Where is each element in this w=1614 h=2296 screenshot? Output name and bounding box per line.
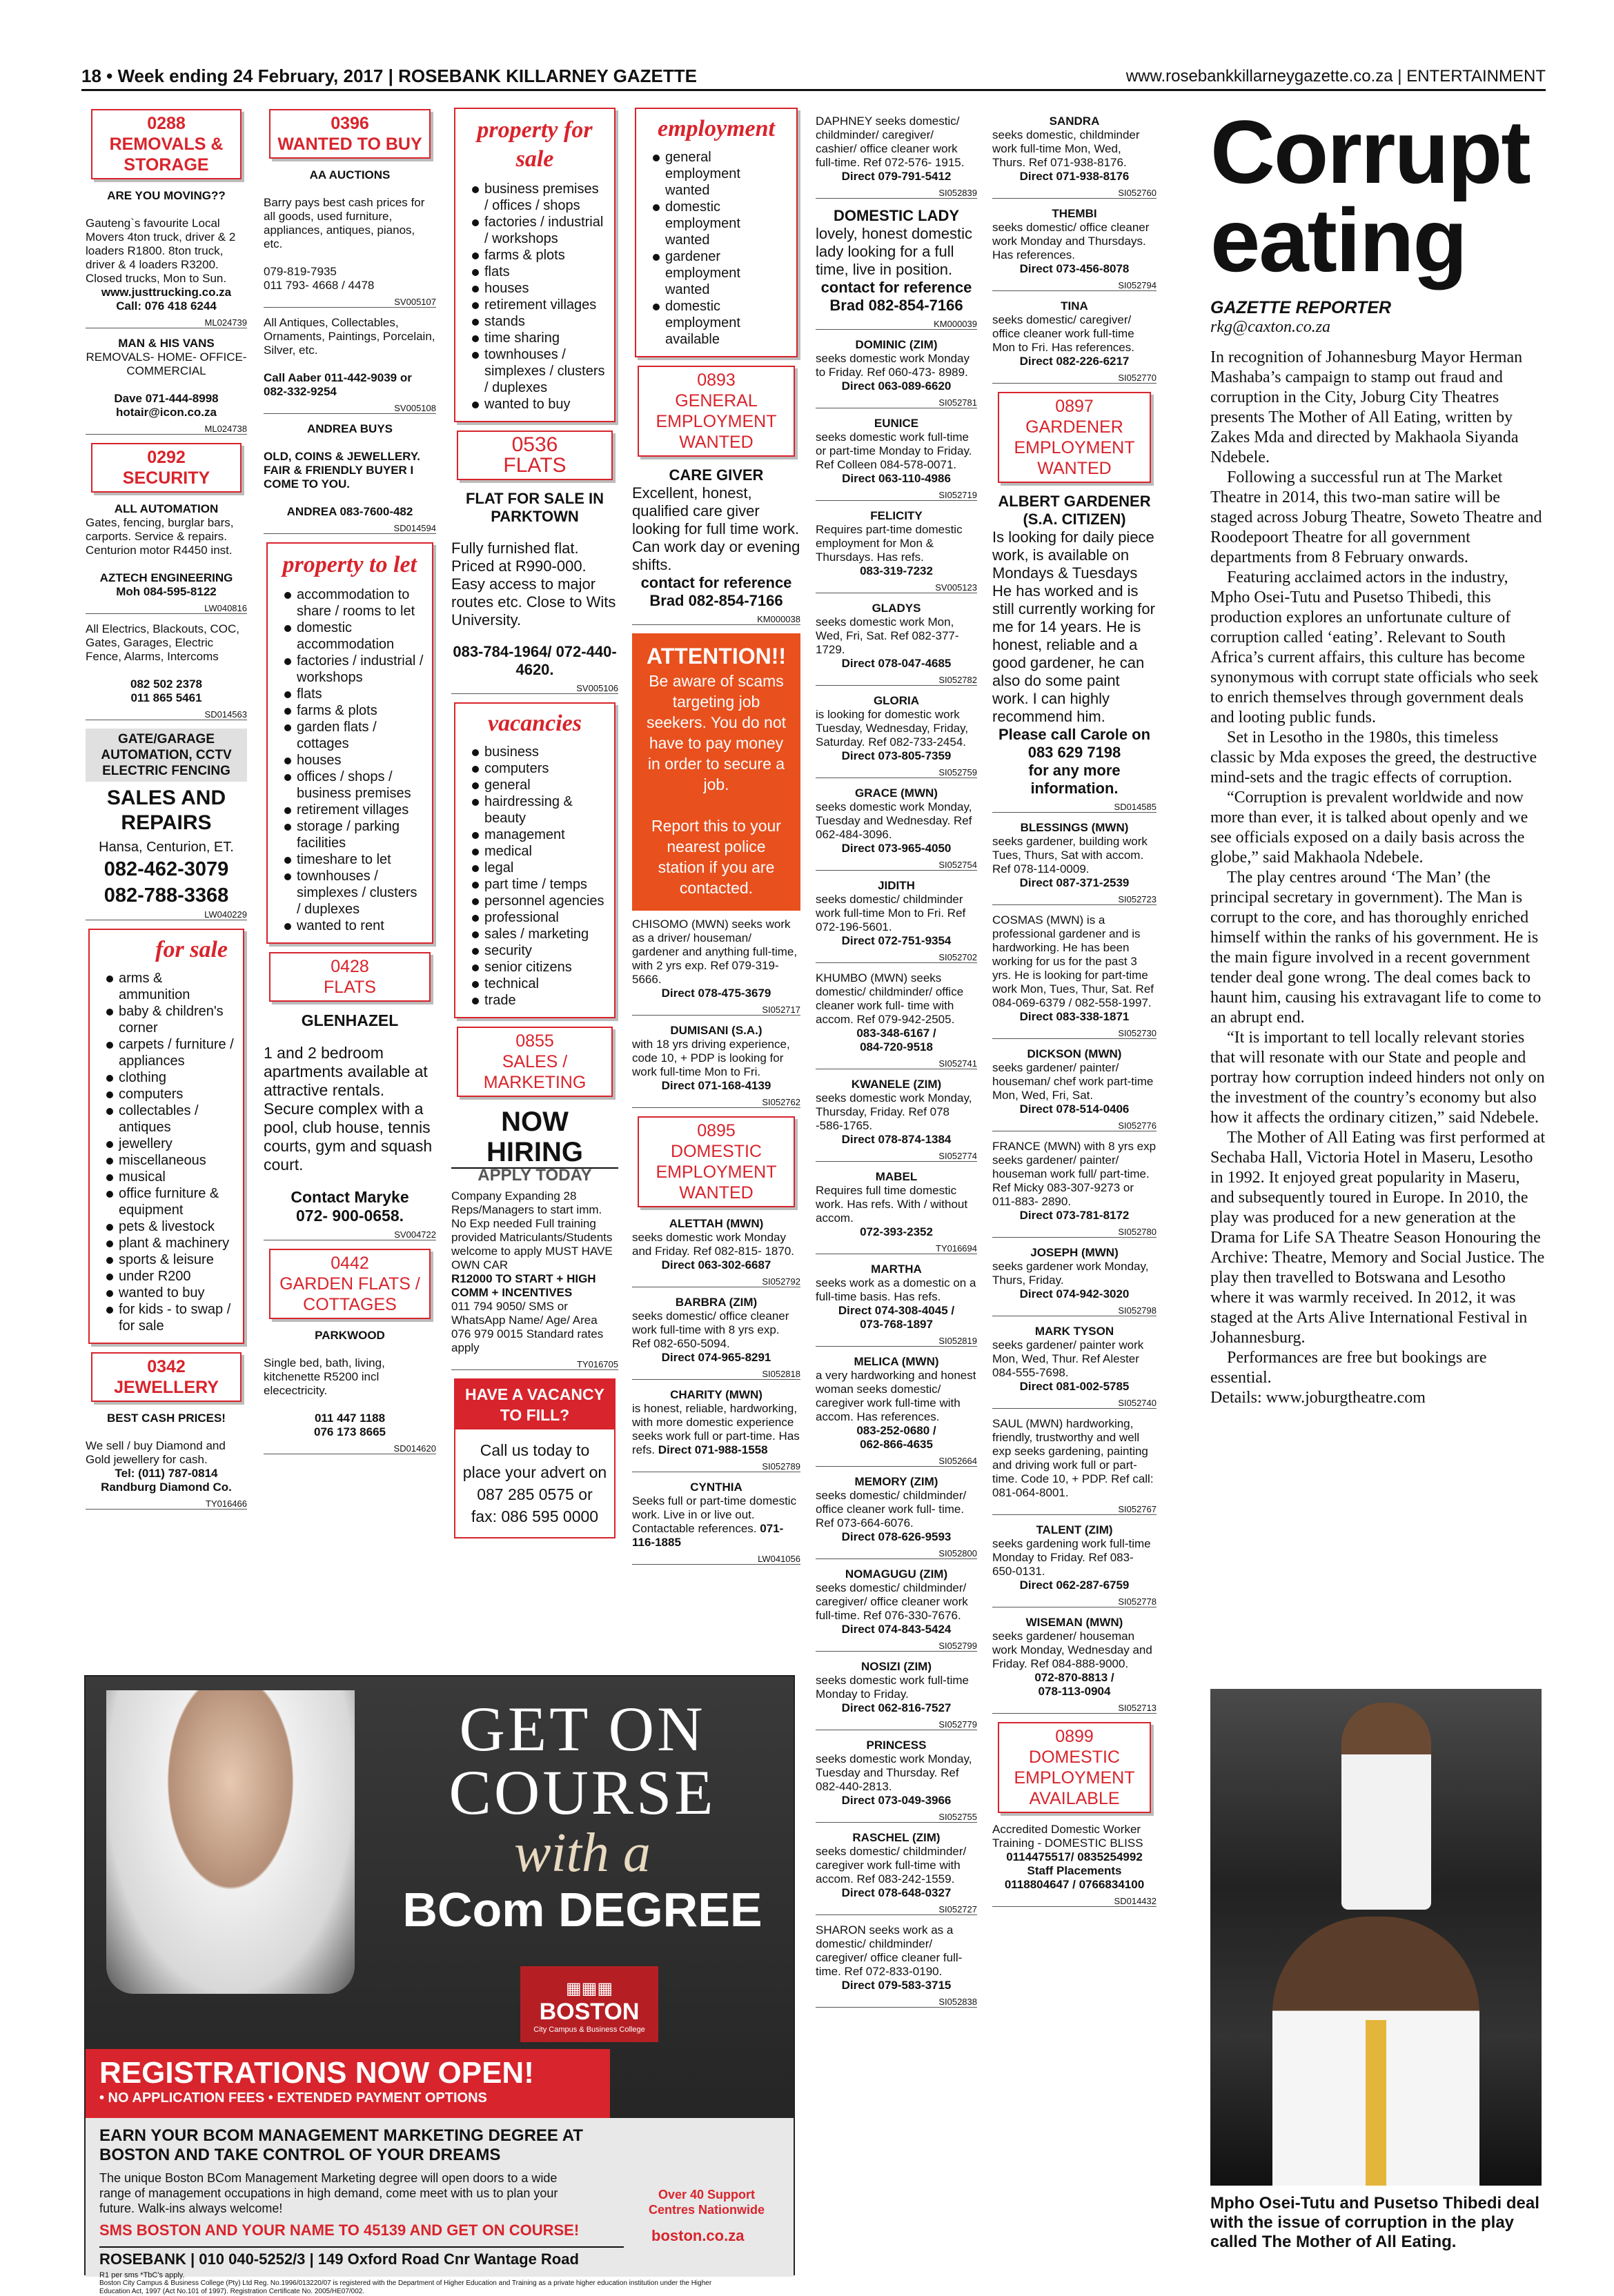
- classified-ad: AA AUCTIONS Barry pays best cash prices for all goods, used furniture, appliances, antiques, pianos, etc. 079-819-7935 011 793- 4668 / 4478: [264, 168, 425, 292]
- classified-ad: CHARITY (MWN) is honest, reliable, hardworking, with more domestic experience seeks work full or part-time. Has refs. Direct 071-988-1558: [632, 1388, 800, 1456]
- ad-ref: SI052770: [992, 373, 1157, 384]
- list-item: computers: [472, 760, 606, 777]
- ad-ref: SI052741: [816, 1058, 977, 1069]
- list-item: farms & plots: [472, 247, 606, 264]
- property-to-let-heading: property to let: [282, 552, 417, 577]
- list-item: wanted to buy: [472, 396, 606, 413]
- for-sale-list: [91, 970, 242, 1341]
- classified-ad: All Electrics, Blackouts, COC, Gates, Garages, Electric Fence, Alarms, Intercoms 082 502 2378 011 865 5461: [86, 622, 239, 704]
- ad-ref: SI052839: [816, 188, 977, 199]
- classified-ad: BEST CASH PRICES! We sell / buy Diamond and Gold jewellery for cash. Tel: (011) 787-0814 Randburg Diamond Co.: [86, 1412, 232, 1494]
- list-item: general employment wanted: [653, 149, 788, 199]
- ad-ref: TY016694: [816, 1243, 977, 1254]
- classified-ad: MARTHA seeks work as a domestic on a full-time basis. Has refs. Direct 074-308-4045 / 073-768-1897: [816, 1263, 976, 1331]
- attention-scam-notice: ATTENTION!! Be aware of scams targeting job seekers. You do not have to pay money in order to secure a job. Report this to your nearest police station if you are contacted.: [632, 633, 800, 911]
- ad-ref: SI052713: [992, 1703, 1157, 1714]
- ad-ref: SI052760: [992, 188, 1157, 199]
- employment-list: [638, 149, 795, 355]
- list-item: sales / marketing: [472, 926, 606, 942]
- classified-ad: TINA seeks domestic/ caregiver/ office cleaner work full-time Mon to Fri. Has references. Direct 082-226-6217: [992, 299, 1134, 368]
- list-item: retirement villages: [472, 297, 606, 313]
- tie: [1366, 2020, 1386, 2186]
- classified-ad: BARBRA (ZIM) seeks domestic/ office cleaner work full-time with 8 yrs exp. Ref 082-650-5094. Direct 074-965-8291: [632, 1296, 789, 1364]
- ad-ref: ML024739: [86, 317, 247, 328]
- ad-ref: KM000038: [632, 614, 800, 625]
- section-tag: 0897 GARDENER EMPLOYMENT WANTED: [998, 392, 1151, 483]
- article: [1210, 101, 1546, 1408]
- employment-heading: employment: [658, 116, 775, 141]
- ad-ref: LW040229: [86, 909, 247, 920]
- classified-ad: CHISOMO (MWN) seeks work as a driver/ houseman/ gardener and anything full-time, with 2 yrs exp. Ref 079-319-5666. Direct 078-475-3679: [632, 918, 798, 1000]
- vacancy-fill-ad: HAVE A VACANCY TO FILL? Call us today to place your advert on 087 285 0575 or fax: 086 595 0000: [454, 1378, 616, 1538]
- ad-ref: TY016466: [86, 1498, 247, 1510]
- ad-ref: LW041056: [632, 1554, 800, 1565]
- column-1: [81, 103, 251, 1518]
- ad-ref: SI052778: [992, 1596, 1157, 1607]
- byline-email: rkg@caxton.co.za: [1210, 318, 1331, 336]
- classified-ad: JIDITH seeks domestic/ childminder work full-time Mon to Fri. Ref 072-196-5601. Direct 072-751-9354: [816, 879, 966, 947]
- for-sale-heading: for sale: [155, 937, 228, 962]
- classified-ad: THEMBI seeks domestic/ office cleaner work Monday and Thursdays. Has references. Direct 073-456-8078: [992, 207, 1150, 275]
- gate-automation-ad: GATE/GARAGE AUTOMATION, CCTV ELECTRIC FENCING SALES AND REPAIRS Hansa, Centurion, ET. 082-462-3079 082-788-3368: [86, 729, 247, 908]
- classified-ad: DOMESTIC LADY lovely, honest domestic lady looking for a full time, live in position. contact for reference Brad 082-854-7166: [816, 207, 973, 314]
- section-tag: 0899 DOMESTIC EMPLOYMENT AVAILABLE: [998, 1722, 1151, 1813]
- classified-ad: DICKSON (MWN) seeks gardener/ painter/ houseman/ chef work part-time Mon, Wed, Fri, Sat. Direct 078-514-0406: [992, 1047, 1154, 1116]
- vacancies-list: [457, 744, 613, 1016]
- hiring-ad: NOW HIRING APPLY TODAY Company Expanding 28 Reps/Managers to start imm. No Exp needed Full training provided Matriculants/Students welcome to apply MUST HAVE OWN CAR R12000 TO START + HIGH COMM + INCENTIVES 011 794 9050/ SMS or WhatsApp Name/ Age/ Area 076 979 0015 Standard rates apply: [451, 1107, 618, 1355]
- classified-ad: NOMAGUGU (ZIM) seeks domestic/ childminder/ caregiver/ office cleaner work full-time. Ref 076-330-7676. Direct 074-843-5424: [816, 1567, 968, 1636]
- support-centres: Over 40 Support Centres Nationwide: [648, 2188, 765, 2217]
- classified-ad: ANDREA BUYS OLD, COINS & JEWELLERY. FAIR & FRIENDLY BUYER I COME TO YOU. ANDREA 083-7600-482: [264, 422, 421, 518]
- ad-body: EARN YOUR BCOM MANAGEMENT MARKETING DEGREE AT BOSTON AND TAKE CONTROL OF YOUR DREAMS The unique Boston BCom Management Marketing degree will open doors to a wide range of management occupations in high demand, come meet with us to plan your future. Walk-ins always welcome! SMS BOSTON AND YOUR NAME TO 45139 AND GET ON COURSE! ROSEBANK | 010 040-5252/3 | 149 Oxford Road Cnr Wantage Road R1 per sms *TbC's apply. Boston City Campus & Business College (Pty) Ltd Reg. No.1996/013220/07 is registered with the Department of Higher Education and Training as a private higher education institution under the Higher Education Act, 1997 (Act No.101 of 1997). Registration Certificate No. 2005/HE07/002.: [86, 2118, 794, 2277]
- list-item: timeshare to let: [284, 851, 424, 868]
- ad-ref: SI052792: [632, 1276, 800, 1287]
- classified-ad: ALETTAH (MWN) seeks domestic work Monday and Friday. Ref 082-815- 1870. Direct 063-302-6687: [632, 1217, 794, 1271]
- section-tag-0288: 0288 REMOVALS & STORAGE: [91, 109, 242, 179]
- list-item: collectables / antiques: [106, 1102, 235, 1136]
- section-tag-0442: 0442 GARDEN FLATS / COTTAGES: [269, 1249, 431, 1319]
- ad-ref: SI052767: [992, 1504, 1157, 1515]
- column-5: [811, 115, 981, 2016]
- classified-ad: All Antiques, Collectables, Ornaments, Paintings, Porcelain, Silver, etc. Call Aaber 011-442-9039 or 082-332-9254: [264, 316, 435, 398]
- ad-ref: SI052717: [632, 1004, 800, 1016]
- classified-ad: ARE YOU MOVING?? Gauteng`s favourite Local Movers 4ton truck, driver & 2 loaders R1800. 8ton truck, driver & 4 loaders R3200. Closed trucks, Mon to Sun. www.justtrucking.co.za Call: 076 418 6244: [86, 189, 236, 313]
- header-left: 18 • Week ending 24 February, 2017 | ROSEBANK KILLARNEY GAZETTE: [81, 66, 697, 86]
- column-2: [259, 103, 440, 1463]
- ad-ref: ML024738: [86, 424, 247, 435]
- ad-ref: SD014594: [264, 523, 436, 534]
- ad-ref: SI052755: [816, 1812, 977, 1823]
- list-item: domestic employment available: [653, 298, 788, 348]
- list-item: wanted to buy: [106, 1285, 235, 1301]
- list-item: miscellaneous: [106, 1152, 235, 1169]
- vacancies-heading: vacancies: [488, 711, 582, 736]
- property-to-let-list: [269, 586, 431, 941]
- classified-ad: GLENHAZEL 1 and 2 bedroom apartments available at attractive rentals. Secure complex with a pool, club house, tennis courts, gym and squash court. Contact Maryke 072- 900-0658.: [264, 1011, 433, 1225]
- ad-ref: SI052782: [816, 675, 977, 686]
- list-item: business: [472, 744, 606, 760]
- classified-ad: JOSEPH (MWN) seeks gardener work Monday, Thurs, Friday. Direct 074-942-3020: [992, 1246, 1149, 1300]
- ad-ref: KM000039: [816, 319, 977, 330]
- ad-ref: SI052723: [992, 894, 1157, 905]
- classified-ad: MARK TYSON seeks gardener/ painter work Mon, Wed, Thur. Ref Alester 084-555-7698. Direct 081-002-5785: [992, 1325, 1144, 1393]
- ad-ref: SV004722: [264, 1229, 436, 1240]
- article-photo: [1210, 1689, 1542, 2186]
- list-item: accommodation to share / rooms to let: [284, 586, 424, 620]
- list-item: flats: [284, 686, 424, 702]
- ad-headline: GET ON COURSE with a BCom DEGREE: [402, 1694, 762, 1937]
- ad-ref: SI052819: [816, 1336, 977, 1347]
- list-item: garden flats / cottages: [284, 719, 424, 752]
- ad-ref: SI052789: [632, 1461, 800, 1472]
- classified-ad: CYNTHIA Seeks full or part-time domestic work. Live in or live out. Contactable references. 071-116-1885: [632, 1481, 797, 1549]
- classified-ad: EUNICE seeks domestic work full-time or part-time Monday to Friday. Ref Colleen 084-578-0071. Direct 063-110-4986: [816, 417, 972, 485]
- ad-ref: SI052794: [992, 280, 1157, 291]
- classified-ad: ALL AUTOMATION Gates, fencing, burglar bars, carports. Service & repairs. Centurion motor R4450 inst. AZTECH ENGINEERING Moh 084-595-8122: [86, 502, 234, 598]
- ad-ref: SI052798: [992, 1305, 1157, 1316]
- classified-ad: MABEL Requires full time domestic work. Has refs. With / without accom. 072-393-2352: [816, 1170, 968, 1238]
- ad-ref: LW040816: [86, 603, 247, 614]
- classified-ad: MELICA (MWN) a very hardworking and honest woman seeks domestic/ caregiver work full-time with accom. Has references. 083-252-0680 / 062-866-4635: [816, 1355, 976, 1451]
- list-item: jewellery: [106, 1136, 235, 1152]
- list-item: plant & machinery: [106, 1235, 235, 1251]
- classified-ad: KHUMBO (MWN) seeks domestic/ childminder/ office cleaner work full- time with accom. Ref 079-942-2505. 083-348-6167 / 084-720-9518: [816, 971, 964, 1053]
- classified-ad: SAUL (MWN) hardworking, friendly, trustworthy and well exp seeks gardening, painting and driving work full or part- time. Code 10, + PDP. Ref call: 081-064-8001.: [992, 1417, 1154, 1499]
- section-tag-0893: 0893 GENERAL EMPLOYMENT WANTED: [638, 366, 795, 457]
- vacancies-index: [454, 702, 616, 1018]
- ad-ref: SI052800: [816, 1548, 977, 1559]
- ad-ref: SV005123: [816, 582, 977, 593]
- classified-ad: GRACE (MWN) seeks domestic work Monday, Tuesday and Wednesday. Ref 062-484-3096. Direct 073-965-4050: [816, 786, 972, 855]
- classified-ad: DAPHNEY seeks domestic/ childminder/ caregiver/ cashier/ office cleaner work full-time. Ref 072-576- 1915. Direct 079-791-5412: [816, 115, 965, 183]
- classified-ad: SHARON seeks work as a domestic/ childminder/ caregiver/ office cleaner full-time. Ref 072-833-0190. Direct 079-583-3715: [816, 1923, 963, 1992]
- list-item: hairdressing & beauty: [472, 793, 606, 827]
- ad-ref: SI052781: [816, 397, 977, 408]
- classified-ad: WISEMAN (MWN) seeks gardener/ houseman work Monday, Wednesday and Friday. Ref 084-888-9000. 072-870-8813 / 078-113-0904: [992, 1616, 1152, 1698]
- list-item: business premises / offices / shops: [472, 181, 606, 214]
- list-item: security: [472, 942, 606, 959]
- classified-ad: GLORIA is looking for domestic work Tuesday, Wednesday, Friday, Saturday. Ref 082-733-2454. Direct 073-805-7359: [816, 694, 969, 762]
- classified-ad: FELICITY Requires part-time domestic employment for Mon & Thursdays. Has refs. 083-319-7232: [816, 509, 963, 577]
- ad-ref: SI052780: [992, 1227, 1157, 1238]
- classified-ad: TALENT (ZIM) seeks gardening work full-time Monday to Friday. Ref 083-650-0131. Direct 062-287-6759: [992, 1523, 1151, 1592]
- list-item: personnel agencies: [472, 893, 606, 909]
- column-6: [988, 115, 1161, 1915]
- ad-ref: SI052838: [816, 1997, 977, 2008]
- section-tag-0342: 0342 JEWELLERY: [91, 1352, 242, 1402]
- list-item: townhouses / simplexes / clusters / duplexes: [472, 346, 606, 396]
- page-header: [81, 63, 1546, 91]
- ad-ref: TY016705: [451, 1359, 618, 1370]
- classified-ad: MEMORY (ZIM) seeks domestic/ childminder/ office cleaner work full- time. Ref 073-664-6076. Direct 078-626-9593: [816, 1475, 967, 1543]
- classified-ad: BLESSINGS (MWN) seeks gardener, building work Tues, Thurs, Sat with accom. Ref 078-114-0009. Direct 087-371-2539: [992, 821, 1148, 889]
- registrations-banner: REGISTRATIONS NOW OPEN! • NO APPLICATION FEES • EXTENDED PAYMENT OPTIONS: [86, 2049, 610, 2118]
- actor-figure-1: [1341, 1703, 1431, 1910]
- article-body: In recognition of Johannesburg Mayor Herman Mashaba’s campaign to stamp out fraud and corruption in the City, Joburg City Theatres presents The Mother of All Eating, written by Zakes Mda and directed by Makhaola Siyanda Ndebele. Following a successful run at The Market Theatre in 2014, this two-man satire will be staged across Joburg Theatre, Soweto Theatre and Roodepoort Theatre for all government departments from 8 February onwards. Featuring acclaimed actors in the industry, Mpho Osei-Tutu and Pusetso Thibedi, this production explores an unfortunate culture of corruption called ‘eating’. Relevant to South Africa’s current affairs, this culture has become synonymous with corrupt state officials who seek to enrich themselves through government deals and looting public funds. Set in Lesotho in the 1980s, this timeless classic by Mda exposes the greed, the destructive mind-sets and the tragic effects of corruption. “Corruption is prevalent worldwide and now more than ever, it is talked about openly and we see officials exposed on a daily basis across the globe,” said Makhaola Ndebele. The play centres around ‘The Man’ (the principal secretary in government). The Man is corrupt to the core, and has thoroughly enriched himself within the ranks of his government. He is the main figure involved in a recent government tender deal gone wrong. The deal comes back to haunt him, causing his extravagant life to come to an abrupt end. “It is important to tell locally relevant stories that will resonate with our State and people and portray how corruption indeed hinders not only on the investment of the country’s economy but also how it affects the ordinary citizen,” said Ndebele. The Mother of All Eating was first performed at Sechaba Hall, Victoria Hotel in Maseru, Lesotho in 1992. It enjoyed great popularity in Maseru, and subsequently toured in Europe. In 2010, the play was produced for a new generation at the Drama for Life SA Theatre Season Honouring the Archive: Theatre, Memory and Social Justice. The play then travelled to Botswana and Lesotho where it was warmly received. In 2012, it was staged at the Arts Alive International Festival in Johannesburg. Performances are free but bookings are essential. Details: www.joburgtheatre.com: [1210, 348, 1546, 1407]
- classified-ad: NOSIZI (ZIM) seeks domestic work full-time Monday to Friday. Direct 062-816-7527: [816, 1660, 970, 1714]
- boston-website: boston.co.za: [651, 2227, 745, 2244]
- list-item: office furniture & equipment: [106, 1185, 235, 1218]
- list-item: trade: [472, 992, 606, 1009]
- classified-ad: DUMISANI (S.A.) with 18 yrs driving experience, code 10, + PDP is looking for work full-time Mon to Fri. Direct 071-168-4139: [632, 1024, 790, 1092]
- ad-ref: SI052762: [632, 1097, 800, 1108]
- classified-ad: FRANCE (MWN) with 8 yrs exp seeks gardener/ painter/ houseman work full/ part-time. Ref Micky 083-307-9273 or 011-883- 2890. Direct 073-781-8172: [992, 1140, 1157, 1222]
- classified-ad: CARE GIVER Excellent, honest, qualified care giver looking for full time work. Can work day or evening shifts. contact for reference Brad 082-854-7166: [632, 466, 800, 609]
- list-item: medical: [472, 843, 606, 860]
- list-item: senior citizens: [472, 959, 606, 976]
- ad-ref: SV005107: [264, 297, 436, 308]
- list-item: management: [472, 827, 606, 843]
- ad-ref: SI052727: [816, 1904, 977, 1915]
- list-item: factories / industrial / workshops: [472, 214, 606, 247]
- property-for-sale-index: [454, 108, 616, 422]
- list-item: clothing: [106, 1069, 235, 1086]
- list-item: computers: [106, 1086, 235, 1102]
- header-right: www.rosebankkillarneygazette.co.za | ENTERTAINMENT: [1125, 66, 1546, 86]
- classified-ad: FLAT FOR SALE IN PARKTOWN Fully furnished flat. Priced at R990-000. Easy access to major routes etc. Close to Wits University. 083-784-1964/ 072-440-4620.: [451, 490, 617, 678]
- classified-ad: MAN & HIS VANS REMOVALS- HOME- OFFICE- COMMERCIAL Dave 071-444-8998 hotair@icon.co.za: [86, 337, 247, 419]
- list-item: houses: [284, 752, 424, 769]
- student-photo: [106, 1690, 355, 1994]
- list-item: farms & plots: [284, 702, 424, 719]
- list-item: carpets / furniture / appliances: [106, 1036, 235, 1069]
- list-item: arms & ammunition: [106, 970, 235, 1003]
- section-tag-0895: 0895 DOMESTIC EMPLOYMENT WANTED: [638, 1116, 795, 1207]
- ad-ref: SD014585: [992, 802, 1157, 813]
- classified-ad: PRINCESS seeks domestic work Monday, Tuesday and Thursday. Ref 082-440-2813. Direct 073-049-3966: [816, 1739, 972, 1807]
- classified-ad: Accredited Domestic Worker Training - DOMESTIC BLISS 0114475517/ 0835254992 Staff Placements 0118804647 / 0766834100: [992, 1823, 1145, 1891]
- list-item: sports & leisure: [106, 1251, 235, 1268]
- list-item: part time / temps: [472, 876, 606, 893]
- column-3: [447, 103, 622, 1541]
- ad-ref: SI052799: [816, 1641, 977, 1652]
- article-title: Corrupt eating: [1210, 101, 1530, 290]
- ad-ref: SI052702: [816, 952, 977, 963]
- ad-ref: SI052719: [816, 490, 977, 501]
- section-tag-0396: 0396 WANTED TO BUY: [269, 109, 431, 159]
- ad-ref: SI052774: [816, 1151, 977, 1162]
- classified-ad: RASCHEL (ZIM) seeks domestic/ childminder/ caregiver work full-time with accom. Ref 083-242-1559. Direct 078-648-0327: [816, 1831, 967, 1899]
- property-for-sale-heading: property for sale: [477, 117, 593, 172]
- list-item: stands: [472, 313, 606, 330]
- list-item: houses: [472, 280, 606, 297]
- byline: GAZETTE REPORTER: [1210, 298, 1392, 317]
- section-tag-0428: 0428 FLATS: [269, 952, 431, 1002]
- classified-ad: KWANELE (ZIM) seeks domestic work Monday, Thursday, Friday. Ref 078 -586-1765. Direct 078-874-1384: [816, 1078, 972, 1146]
- column-4: [628, 103, 805, 1573]
- ad-ref: SI052754: [816, 860, 977, 871]
- ad-ref: SD014432: [992, 1896, 1157, 1907]
- ad-ref: SD014563: [86, 709, 247, 720]
- list-item: domestic employment wanted: [653, 199, 788, 248]
- property-to-let-index: [266, 542, 433, 944]
- list-item: time sharing: [472, 330, 606, 346]
- list-item: domestic accommodation: [284, 620, 424, 653]
- list-item: storage / parking facilities: [284, 818, 424, 851]
- ad-ref: SI052759: [816, 767, 977, 778]
- ad-ref: SI052740: [992, 1398, 1157, 1409]
- ad-ref: SI052818: [632, 1369, 800, 1380]
- property-for-sale-list: [457, 181, 613, 419]
- ad-ref: SV005108: [264, 403, 436, 414]
- employment-index: [635, 108, 798, 357]
- list-item: baby & children's corner: [106, 1003, 235, 1036]
- list-item: professional: [472, 909, 606, 926]
- section-tag-0292: 0292 SECURITY: [91, 443, 242, 493]
- boston-logo-icon: ▦▦▦: [565, 1979, 613, 1998]
- classified-ad: GLADYS seeks domestic work Mon, Wed, Fri, Sat. Ref 082-377- 1729. Direct 078-047-4685: [816, 602, 959, 670]
- ad-ref: SI052776: [992, 1120, 1157, 1131]
- list-item: factories / industrial / workshops: [284, 653, 424, 686]
- list-item: retirement villages: [284, 802, 424, 818]
- list-item: legal: [472, 860, 606, 876]
- list-item: pets & livestock: [106, 1218, 235, 1235]
- boston-bcom-advert: [84, 1675, 795, 2295]
- photo-caption: Mpho Osei-Tutu and Pusetso Thibedi deal with the issue of corruption in the play called The Mother of All Eating.: [1210, 2194, 1539, 2251]
- classified-ad: ALBERT GARDENER (S.A. CITIZEN) Is looking for daily piece work, is available on Mondays & Tuesdays He has worked and is still currently working for me for 14 years. He is honest, reliable and a good gardener, he can also do some paint work. I can highly recommend him. Please call Carole on 083 629 7198 for any more information.: [992, 493, 1155, 797]
- section-tag-0536: 0536 FLATS: [457, 430, 613, 480]
- ad-ref: SV005106: [451, 683, 618, 694]
- list-item: under R200: [106, 1268, 235, 1285]
- list-item: general: [472, 777, 606, 793]
- ad-ref: SI052730: [992, 1028, 1157, 1039]
- for-sale-index: [88, 929, 244, 1344]
- boston-logo: ▦▦▦ BOSTON City Campus & Business College: [520, 1966, 658, 2042]
- classified-ad: COSMAS (MWN) is a professional gardener and is hardworking. He has been working for us for the past 3 yrs. He is looking for part-time work Mon, Tues, Thur, Sat. Ref 084-069-6379 / 082-558-1997. Direct 083-338-1871: [992, 913, 1154, 1023]
- section-tag-0855: 0855 SALES / MARKETING: [457, 1027, 613, 1097]
- classified-ad: SANDRA seeks domestic, childminder work full-time Mon, Wed, Thurs. Ref 071-938-8176. Direct 071-938-8176: [992, 115, 1140, 183]
- list-item: wanted to rent: [284, 918, 424, 934]
- list-item: flats: [472, 264, 606, 280]
- list-item: musical: [106, 1169, 235, 1185]
- list-item: for kids - to swap / for sale: [106, 1301, 235, 1334]
- list-item: technical: [472, 976, 606, 992]
- ad-ref: SI052779: [816, 1719, 977, 1730]
- ad-ref: SD014620: [264, 1443, 436, 1454]
- list-item: townhouses / simplexes / clusters / duplexes: [284, 868, 424, 918]
- ad-ref: SI052664: [816, 1456, 977, 1467]
- list-item: offices / shops / business premises: [284, 769, 424, 802]
- classified-ad: PARKWOOD Single bed, bath, living, kitchenette R5200 incl elecectricity. 011 447 1188 076 173 8665: [264, 1329, 386, 1438]
- list-item: gardener employment wanted: [653, 248, 788, 298]
- classified-ad: DOMINIC (ZIM) seeks domestic work Monday to Friday. Ref 060-473- 8989. Direct 063-089-6620: [816, 338, 970, 393]
